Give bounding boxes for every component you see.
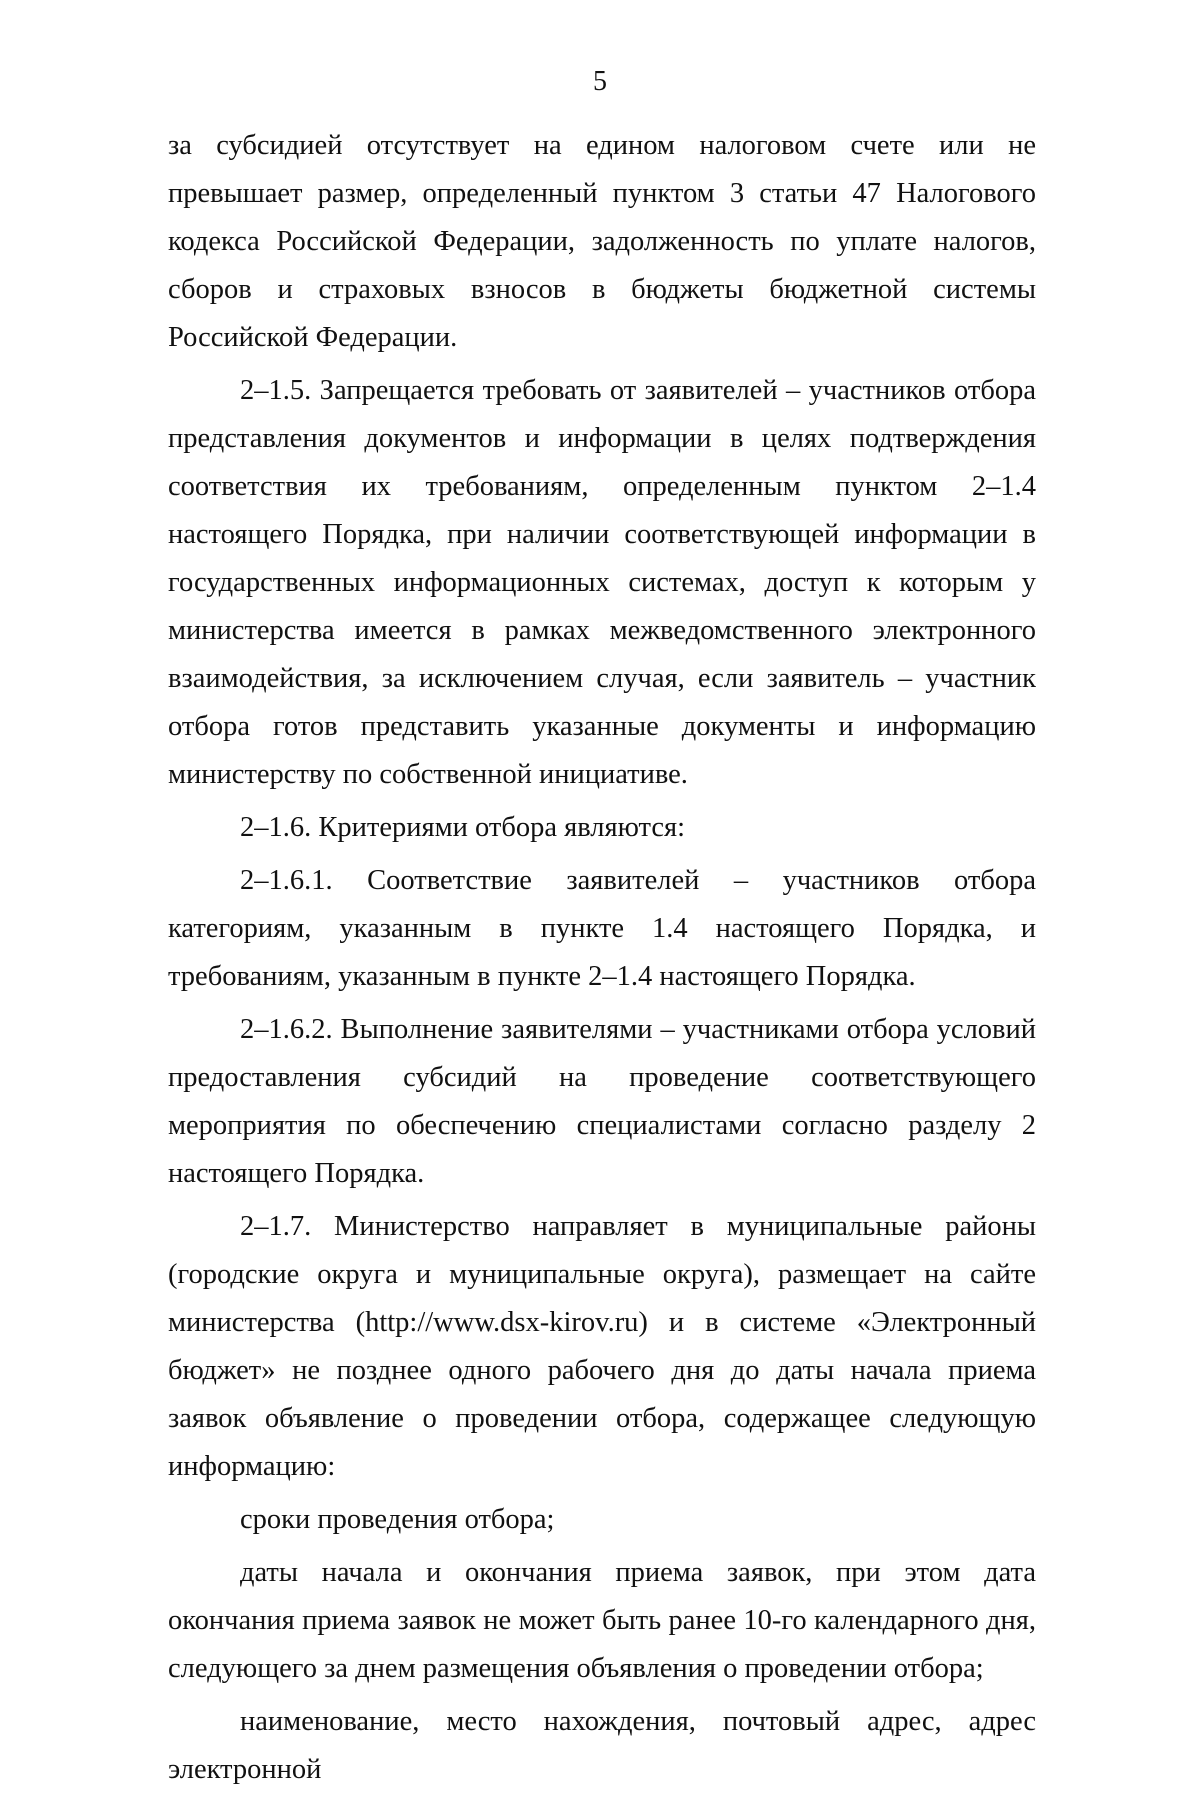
list-item-organizer-details: наименование, место нахождения, почтовый адрес, адрес электронной — [168, 1706, 1036, 1785]
paragraph-tax-debt-continuation: за субсидией отсутствует на едином налоговом счете или не превышает размер, определенный пунктом 3 статьи 47 Налогового кодекса Российской Федерации, задолженность по уплате налогов, сборов и страховых взносов в бюджеты бюджетной системы Российской Федерации. — [168, 130, 1036, 353]
paragraph-2-1-6: 2–1.6. Критериями отбора являются: — [240, 812, 686, 843]
page-number: 5 — [593, 66, 607, 97]
document-body — [168, 122, 1036, 1799]
paragraph-2-1-6-2: 2–1.6.2. Выполнение заявителями – участниками отбора условий предоставления субсидий на проведение соответствующего мероприятия по обеспечению специалистами согласно разделу 2 настоящего Порядка. — [168, 1014, 1036, 1189]
paragraph-2-1-6-1: 2–1.6.1. Соответствие заявителей – участников отбора категориям, указанным в пункте 1.4 настоящего Порядка, и требованиям, указанным в пункте 2–1.4 настоящего Порядка. — [168, 865, 1036, 992]
paragraph-2-1-7: 2–1.7. Министерство направляет в муниципальные районы (городские округа и муниципальные округа), размещает на сайте министерства (http://www.dsx-kirov.ru) и в системе «Электронный бюджет» не позднее одного рабочего дня до даты начала приема заявок объявление о проведении отбора, содержащее следующую информацию: — [168, 1211, 1036, 1482]
paragraph-2-1-5: 2–1.5. Запрещается требовать от заявителей – участников отбора представления документов и информации в целях подтверждения соответствия их требованиям, определенным пунктом 2–1.4 настоящего Порядка, при наличии соответствующей информации в государственных информационных системах, доступ к которым у министерства имеется в рамках межведомственного электронного взаимодействия, за исключением случая, если заявитель – участник отбора готов представить указанные документы и информацию министерству по собственной инициативе. — [168, 375, 1036, 790]
list-item-selection-terms: сроки проведения отбора; — [240, 1504, 555, 1535]
list-item-application-dates: даты начала и окончания приема заявок, при этом дата окончания приема заявок не может быть ранее 10-го календарного дня, следующего за днем размещения объявления о проведении отбора; — [168, 1557, 1036, 1684]
